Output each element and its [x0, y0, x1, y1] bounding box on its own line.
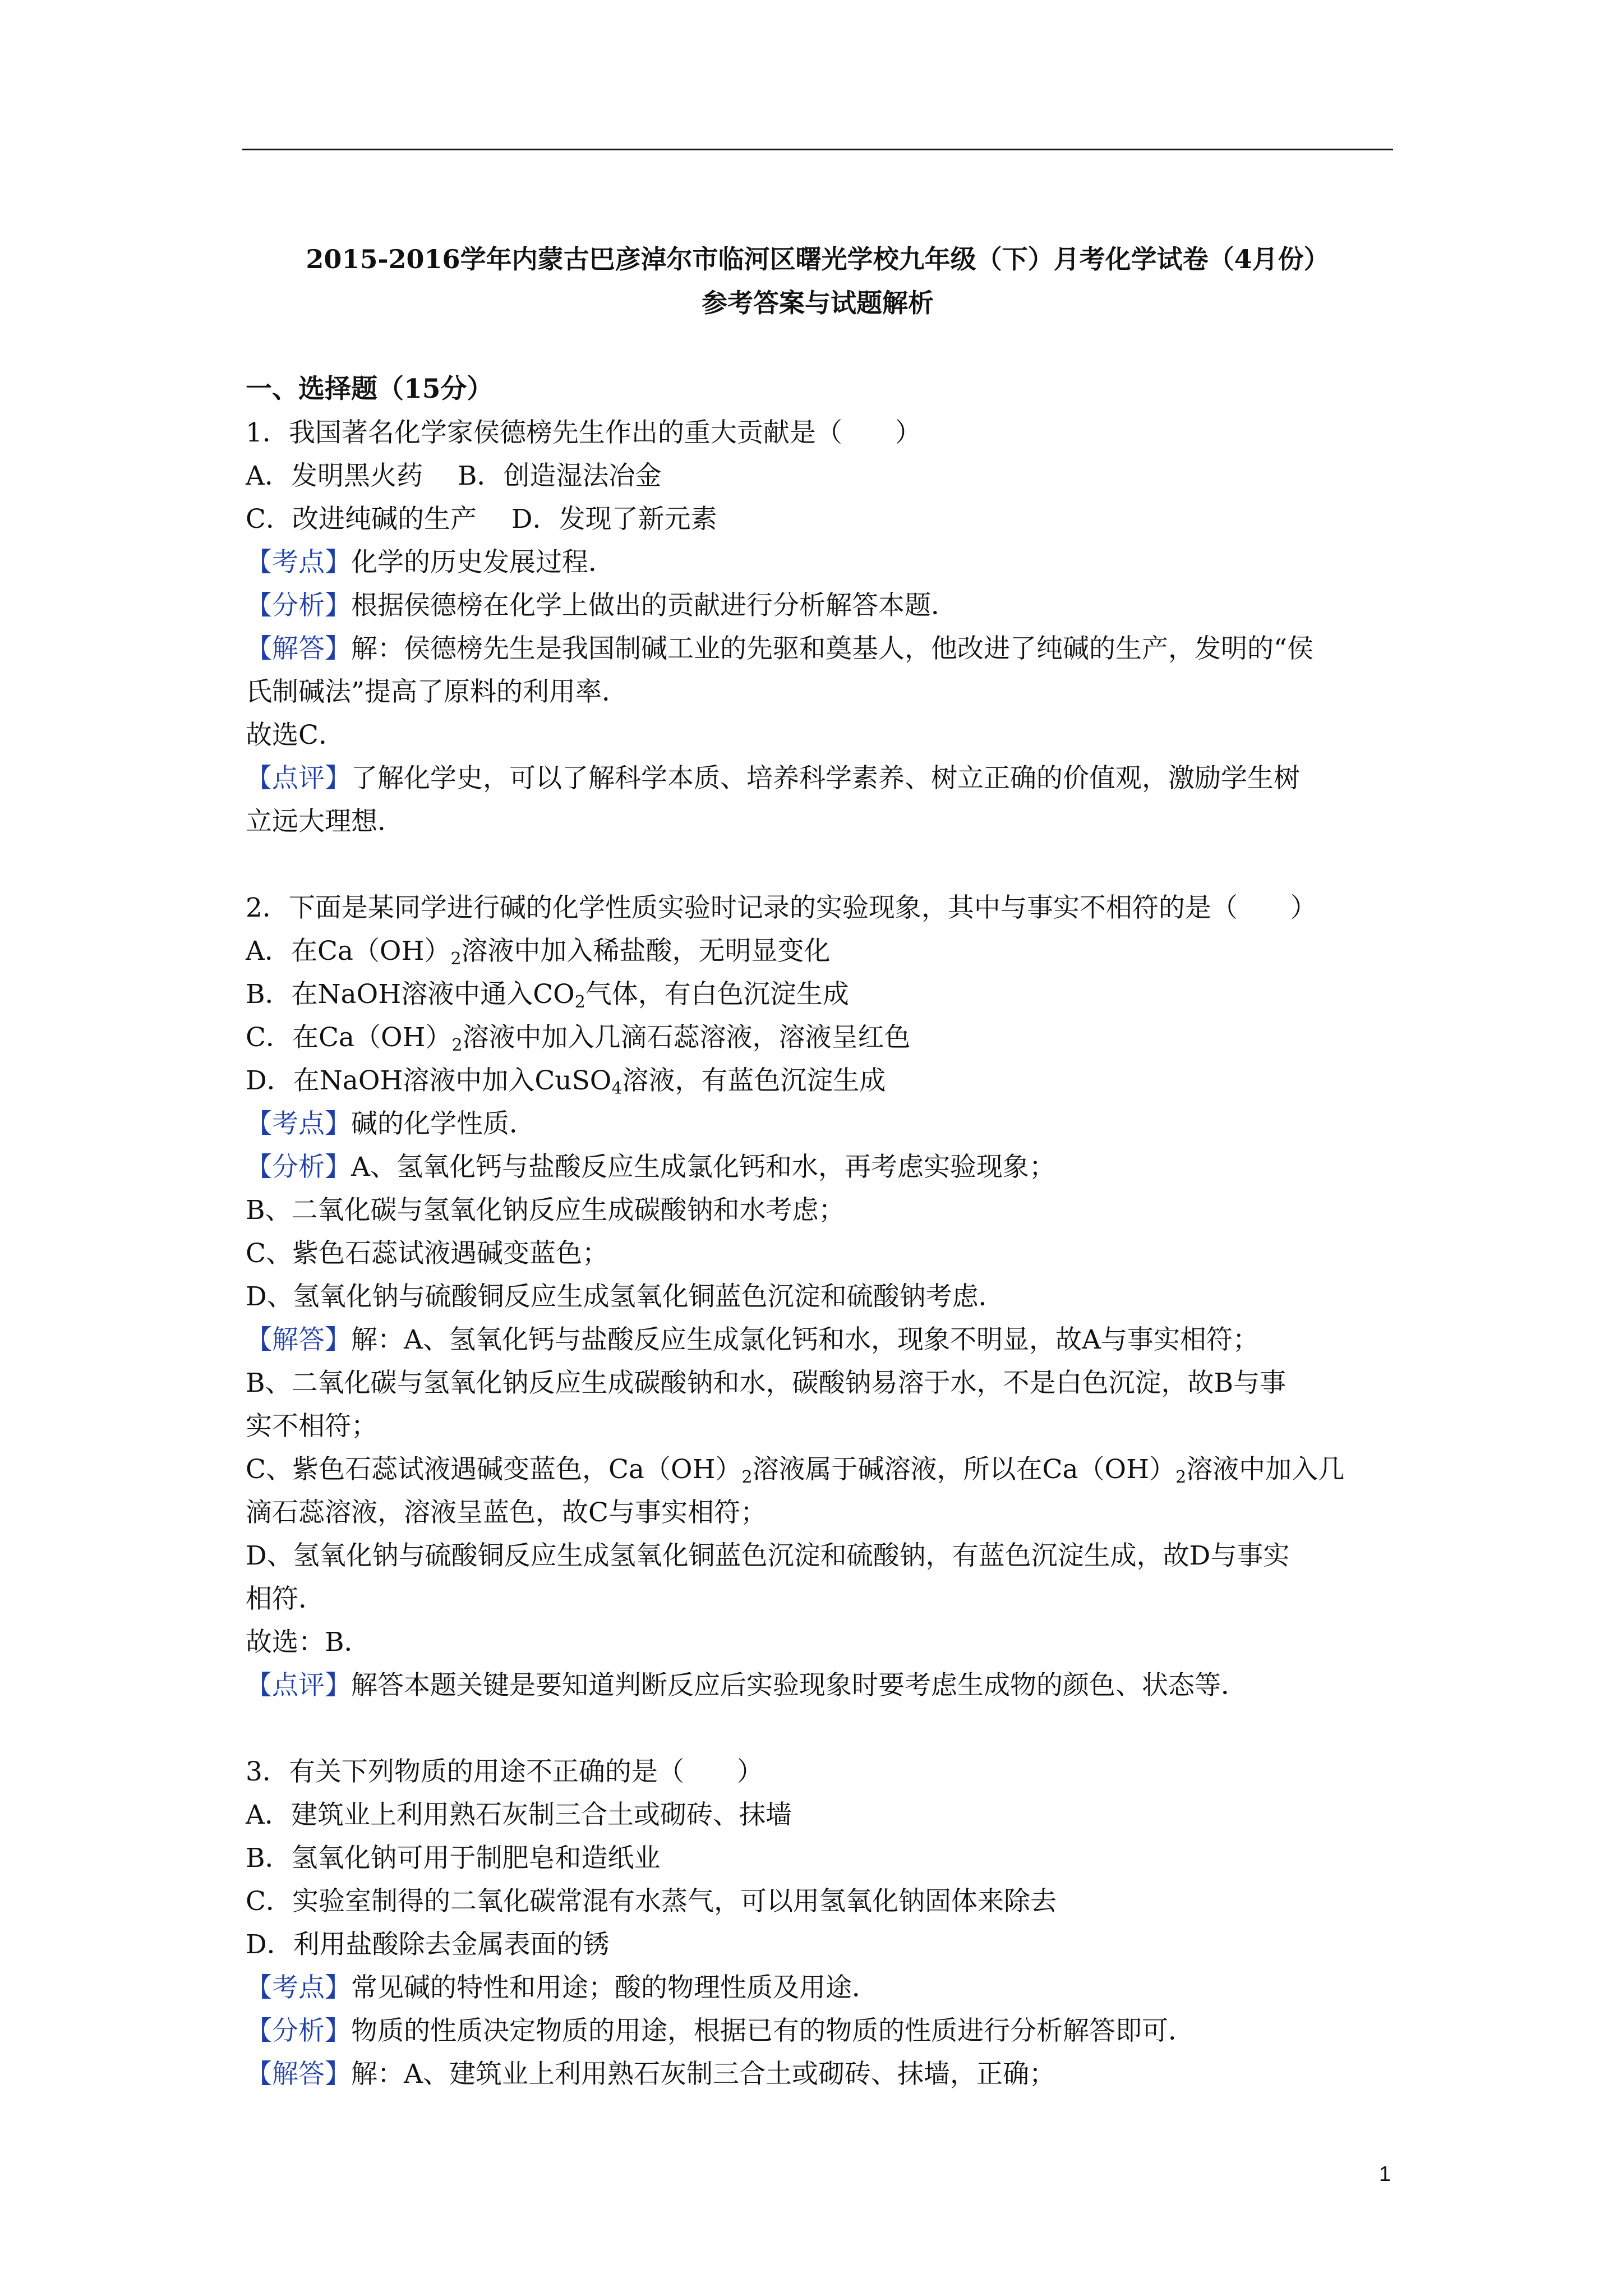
kaodian-tag: 【考点】	[246, 1108, 351, 1139]
fenxi-text: 物质的性质决定物质的用途，根据已有的物质的性质进行分析解答即可．	[351, 2016, 1195, 2046]
kaodian-line	[246, 1966, 1395, 2009]
jieda-text: D、氢氧化钠与硫酸铜反应生成氢氧化铜蓝色沉淀和硫酸钠，有蓝色沉淀生成，故D与事实	[246, 1540, 1290, 1571]
option-a	[246, 930, 1395, 973]
option-text: A．在Ca（OH）	[246, 936, 451, 967]
tag-label: 解答	[272, 2059, 325, 2090]
option-b	[246, 973, 1395, 1016]
jieda-text: 滴石蕊溶液，溶液呈蓝色，故C与事实相符；	[246, 1497, 767, 1528]
kaodian-tag: 【考点】	[246, 547, 351, 578]
subscript: 2	[451, 1036, 463, 1055]
fenxi-line	[246, 2009, 1395, 2053]
fenxi-tag: 【分析】	[246, 1152, 351, 1182]
dianping-tag: 【点评】	[246, 763, 351, 794]
jieda-line	[246, 2053, 1395, 2096]
answer-line: 故选：B．	[246, 1627, 371, 1658]
document-title: 2015-2016学年内蒙古巴彦淖尔市临河区曙光学校九年级（下）月考化学试卷（4月份）	[306, 244, 1330, 274]
kaodian-line	[246, 541, 1395, 584]
subscript: 2	[741, 1467, 753, 1487]
option-a: A．建筑业上利用熟石灰制三合土或砌砖、抹墙	[246, 1800, 792, 1830]
question-2	[246, 886, 1395, 1707]
question-stem: 1．我国著名化学家侯德榜先生作出的重大贡献是（ ）	[246, 417, 921, 448]
jieda-segment: 溶液中加入几	[1186, 1454, 1345, 1485]
dianping-line	[246, 1664, 1395, 1707]
jieda-text: 氏制碱法”提高了原料的利用率．	[246, 677, 629, 707]
tag-label: 考点	[272, 1972, 325, 2003]
tag-label: 分析	[272, 2016, 325, 2046]
jieda-segment: C、紫色石蕊试液遇碱变蓝色，Ca（OH）	[246, 1454, 742, 1485]
tag-label: 分析	[272, 590, 325, 621]
spacer	[246, 1707, 1395, 1750]
document-subtitle: 参考答案与试题解析	[702, 288, 934, 318]
question-options: A．发明黑火药 B．创造湿法冶金	[246, 461, 662, 491]
fenxi-text: D、氢氧化钠与硫酸铜反应生成氢氧化铜蓝色沉淀和硫酸钠考虑．	[246, 1281, 1005, 1312]
option-text: 溶液，有蓝色沉淀生成	[622, 1065, 886, 1096]
question-1	[246, 411, 1395, 843]
option-text: C．在Ca（OH）	[246, 1022, 452, 1053]
jieda-text: 解：侯德榜先生是我国制碱工业的先驱和奠基人，他改进了纯碱的生产，发明的“侯	[351, 633, 1314, 664]
subscript: 2	[1175, 1467, 1187, 1487]
option-d	[246, 1059, 1395, 1102]
tag-label: 考点	[272, 1108, 325, 1139]
tag-label: 考点	[272, 547, 325, 578]
option-b: B．氢氧化钠可用于制肥皂和造纸业	[246, 1843, 661, 1874]
subscript: 2	[450, 949, 462, 969]
jieda-tag: 【解答】	[246, 2059, 351, 2090]
kaodian-line	[246, 1102, 1395, 1145]
option-text: 溶液中加入稀盐酸，无明显变化	[461, 936, 831, 967]
fenxi-text: 根据侯德榜在化学上做出的贡献进行分析解答本题．	[351, 590, 957, 621]
jieda-line	[246, 1318, 1395, 1361]
tag-label: 分析	[272, 1152, 325, 1182]
dianping-text: 解答本题关键是要知道判断反应后实验现象时要考虑生成物的颜色、状态等．	[351, 1670, 1247, 1701]
option-text: D．在NaOH溶液中加入CuSO	[246, 1065, 612, 1096]
subscript: 2	[574, 992, 585, 1012]
jieda-tag: 【解答】	[246, 1324, 351, 1355]
jieda-text: 相符．	[246, 1584, 325, 1614]
jieda-segment: 溶液属于碱溶液，所以在Ca（OH）	[752, 1454, 1176, 1485]
tag-label: 点评	[272, 1670, 325, 1701]
question-stem: 3．有关下列物质的用途不正确的是（ ）	[246, 1756, 763, 1787]
document-body	[246, 367, 1395, 2096]
kaodian-tag: 【考点】	[246, 1972, 351, 2003]
jieda-text: B、二氧化碳与氢氧化钠反应生成碳酸钠和水，碳酸钠易溶于水，不是白色沉淀，故B与事	[246, 1368, 1287, 1398]
jieda-text: 解：A、建筑业上利用熟石灰制三合土或砌砖、抹墙，正确；	[351, 2059, 1055, 2090]
question-options: C．改进纯碱的生产 D．发现了新元素	[246, 504, 717, 535]
jieda-line	[246, 627, 1395, 670]
question-3	[246, 1750, 1395, 2096]
jieda-tag: 【解答】	[246, 633, 351, 664]
dianping-line	[246, 757, 1395, 800]
fenxi-line	[246, 1145, 1395, 1189]
section-title: 一、选择题（15分）	[246, 374, 494, 404]
question-stem: 2．下面是某同学进行碱的化学性质实验时记录的实验现象，其中与事实不相符的是（ ）	[246, 892, 1317, 923]
fenxi-line	[246, 584, 1395, 627]
dianping-text: 了解化学史，可以了解科学本质、培养科学素养、树立正确的价值观，激励学生树	[351, 763, 1300, 794]
fenxi-text: C、紫色石蕊试液遇碱变蓝色；	[246, 1238, 608, 1269]
jieda-text	[246, 1448, 1395, 1491]
fenxi-tag: 【分析】	[246, 590, 351, 621]
tag-label: 解答	[272, 1324, 325, 1355]
option-c	[246, 1016, 1395, 1059]
answer-line: 故选C．	[246, 720, 345, 751]
dianping-tag: 【点评】	[246, 1670, 351, 1701]
tag-label: 点评	[272, 763, 325, 794]
kaodian-text: 碱的化学性质．	[351, 1108, 536, 1139]
fenxi-text: A、氢氧化钙与盐酸反应生成氯化钙和水，再考虑实验现象；	[351, 1152, 1055, 1182]
option-text: 气体，有白色沉淀生成	[585, 979, 849, 1010]
fenxi-text: B、二氧化碳与氢氧化钠反应生成碳酸钠和水考虑；	[246, 1195, 845, 1226]
kaodian-text: 常见碱的特性和用途；酸的物理性质及用途．	[351, 1972, 878, 2003]
spacer	[246, 843, 1395, 886]
dianping-text: 立远大理想．	[246, 806, 404, 837]
kaodian-text: 化学的历史发展过程．	[351, 547, 615, 578]
jieda-text: 实不相符；	[246, 1411, 377, 1442]
fenxi-tag: 【分析】	[246, 2016, 351, 2046]
jieda-text: 解：A、氢氧化钙与盐酸反应生成氯化钙和水，现象不明显，故A与事实相符；	[351, 1324, 1259, 1355]
header-rule	[242, 149, 1393, 150]
option-text: 溶液中加入几滴石蕊溶液，溶液呈红色	[462, 1022, 911, 1053]
option-c: C．实验室制得的二氧化碳常混有水蒸气，可以用氢氧化钠固体来除去	[246, 1886, 1057, 1917]
page-number: 1	[1378, 2162, 1391, 2186]
tag-label: 解答	[272, 633, 325, 664]
option-d: D．利用盐酸除去金属表面的锈	[246, 1929, 610, 1960]
option-text: B．在NaOH溶液中通入CO	[246, 979, 575, 1010]
subscript: 4	[611, 1079, 623, 1098]
